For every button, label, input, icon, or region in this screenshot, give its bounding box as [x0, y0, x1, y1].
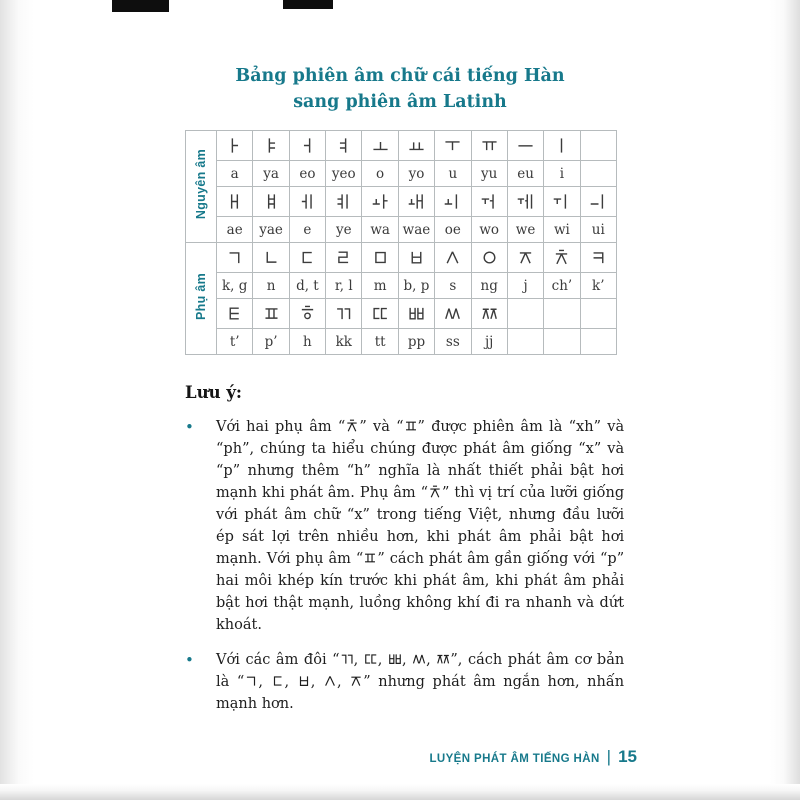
table-row [186, 161, 617, 187]
latin-cell: d, t [289, 273, 325, 299]
hangul-glyph [271, 674, 285, 688]
hangul-glyph [299, 305, 316, 322]
hangul-glyph [263, 193, 280, 210]
page-footer [429, 747, 637, 767]
latin-cell: o [362, 161, 398, 187]
table-row [186, 131, 617, 161]
book-edge-tab-right [283, 0, 333, 9]
latin-cell: e [289, 217, 325, 243]
korean-cell [435, 131, 471, 161]
hangul-glyph [297, 674, 311, 688]
latin-cell: ya [253, 161, 289, 187]
row-group-label: Phụ âm [186, 243, 217, 355]
latin-cell: yu [471, 161, 507, 187]
korean-cell [253, 299, 289, 329]
hangul-glyph [436, 652, 450, 666]
latin-cell: i [544, 161, 580, 187]
hangul-glyph [372, 249, 389, 266]
korean-cell [362, 243, 398, 273]
table-row [186, 217, 617, 243]
latin-cell: eu [507, 161, 543, 187]
korean-cell [217, 243, 253, 273]
korean-cell [326, 131, 362, 161]
korean-cell [507, 187, 543, 217]
hangul-glyph [299, 137, 316, 154]
hangul-glyph [372, 305, 389, 322]
korean-cell [544, 243, 580, 273]
hangul-glyph [404, 419, 418, 433]
hangul-glyph [408, 305, 425, 322]
latin-cell: yeo [326, 161, 362, 187]
latin-cell: pp [398, 329, 434, 355]
korean-cell [253, 243, 289, 273]
bullet-icon: • [185, 651, 194, 669]
latin-cell: jj [471, 329, 507, 355]
korean-cell [435, 299, 471, 329]
hangul-glyph [263, 305, 280, 322]
korean-cell [253, 187, 289, 217]
korean-cell [580, 187, 616, 217]
korean-cell [398, 187, 434, 217]
korean-cell [362, 299, 398, 329]
notes-section [185, 383, 624, 728]
latin-cell: m [362, 273, 398, 299]
hangul-glyph [412, 652, 426, 666]
hangul-glyph [590, 193, 607, 210]
korean-cell [435, 243, 471, 273]
korean-cell [217, 131, 253, 161]
korean-cell [253, 131, 289, 161]
latin-cell: yo [398, 161, 434, 187]
hangul-glyph [335, 249, 352, 266]
hangul-glyph [444, 249, 461, 266]
latin-cell: k, g [217, 273, 253, 299]
hangul-glyph [372, 137, 389, 154]
latin-cell: h [289, 329, 325, 355]
hangul-glyph [481, 137, 498, 154]
photo-edge-left [0, 0, 34, 800]
latin-cell: we [507, 217, 543, 243]
latin-cell: wi [544, 217, 580, 243]
hangul-glyph [226, 305, 243, 322]
note-item [185, 416, 624, 636]
korean-cell [471, 131, 507, 161]
latin-cell [507, 329, 543, 355]
hangul-glyph [263, 137, 280, 154]
hangul-glyph [444, 305, 461, 322]
hangul-glyph [428, 485, 442, 499]
korean-cell [507, 299, 543, 329]
latin-cell: p’ [253, 329, 289, 355]
korean-cell [471, 243, 507, 273]
latin-cell: ss [435, 329, 471, 355]
latin-cell: tt [362, 329, 398, 355]
table-row [186, 273, 617, 299]
latin-cell: wo [471, 217, 507, 243]
page-number: 15 [618, 747, 637, 766]
hangul-glyph [323, 674, 337, 688]
hangul-glyph [517, 193, 534, 210]
korean-cell [398, 299, 434, 329]
latin-cell: j [507, 273, 543, 299]
hangul-glyph [263, 249, 280, 266]
hangul-glyph [553, 137, 570, 154]
hangul-glyph [226, 137, 243, 154]
hangul-glyph [244, 674, 258, 688]
hangul-glyph [444, 137, 461, 154]
korean-cell [471, 299, 507, 329]
hangul-glyph [444, 193, 461, 210]
phonetic-table-body [186, 131, 617, 355]
korean-cell [326, 243, 362, 273]
hangul-glyph [335, 305, 352, 322]
table-row [186, 187, 617, 217]
latin-cell: s [435, 273, 471, 299]
hangul-glyph [335, 193, 352, 210]
korean-cell [471, 187, 507, 217]
hangul-glyph [226, 193, 243, 210]
footer-separator: | [606, 747, 612, 766]
latin-cell: wae [398, 217, 434, 243]
page-title [0, 63, 800, 115]
table-row [186, 299, 617, 329]
korean-cell [544, 131, 580, 161]
latin-cell: ye [326, 217, 362, 243]
hangul-glyph [388, 652, 402, 666]
korean-cell [289, 187, 325, 217]
table-row [186, 243, 617, 273]
hangul-glyph [372, 193, 389, 210]
footer-title: LUYỆN PHÁT ÂM TIẾNG HÀN [429, 753, 600, 765]
hangul-glyph [408, 137, 425, 154]
hangul-glyph [517, 249, 534, 266]
table-row [186, 329, 617, 355]
hangul-glyph [553, 249, 570, 266]
korean-cell [580, 243, 616, 273]
latin-cell: oe [435, 217, 471, 243]
korean-cell [580, 299, 616, 329]
korean-cell [544, 187, 580, 217]
latin-cell: k’ [580, 273, 616, 299]
korean-cell [362, 187, 398, 217]
hangul-glyph [226, 249, 243, 266]
page-title-line1: Bảng phiên âm chữ cái tiếng Hàn [235, 66, 565, 86]
hangul-glyph [299, 193, 316, 210]
hangul-glyph [335, 137, 352, 154]
korean-cell [580, 131, 616, 161]
latin-cell: a [217, 161, 253, 187]
hangul-glyph [481, 249, 498, 266]
latin-cell: ch’ [544, 273, 580, 299]
hangul-glyph [408, 249, 425, 266]
korean-cell [217, 299, 253, 329]
hangul-glyph [590, 249, 607, 266]
hangul-glyph [553, 193, 570, 210]
korean-cell [544, 299, 580, 329]
latin-cell: yae [253, 217, 289, 243]
korean-cell [326, 299, 362, 329]
latin-cell [580, 329, 616, 355]
latin-cell: n [253, 273, 289, 299]
photo-edge-right [770, 0, 800, 800]
hangul-glyph [340, 652, 354, 666]
latin-cell [580, 161, 616, 187]
latin-cell: wa [362, 217, 398, 243]
latin-cell: b, p [398, 273, 434, 299]
hangul-glyph [364, 652, 378, 666]
hangul-glyph [299, 249, 316, 266]
row-group-label: Nguyên âm [186, 131, 217, 243]
korean-cell [507, 243, 543, 273]
note-text-1: Với hai phụ âm “ ” và “ ” được phiên âm là “xh” và “ph”, chúng ta hiểu chúng được phát âm giống “x” và “p” nhưng thêm “h” nghĩa là nhất thiết phải bật hơi mạnh khi phát âm. Phụ âm “ ” thì vị trí của lưỡi giống với phát âm chữ “x” trong tiếng Việt, nhưng đầu lưỡi ép sát lợi trên nhiều hơn, khi phát âm phải bật hơi mạnh. Với phụ âm “ ” cách phát âm gần giống với “p” hai môi khép kín trước khi phát âm, khi phát âm phải bật hơi thật mạnh, luồng không khí đi ra nhanh và dứt khoát. [216, 419, 625, 633]
latin-cell: t’ [217, 329, 253, 355]
note-item [185, 649, 624, 715]
book-edge-tab-left [112, 0, 169, 12]
hangul-glyph [481, 193, 498, 210]
latin-cell: u [435, 161, 471, 187]
latin-cell: ae [217, 217, 253, 243]
korean-cell [398, 243, 434, 273]
korean-cell [435, 187, 471, 217]
korean-cell [289, 131, 325, 161]
hangul-glyph [349, 674, 363, 688]
korean-cell [326, 187, 362, 217]
latin-cell: ui [580, 217, 616, 243]
page-title-line2: sang phiên âm Latinh [293, 92, 507, 112]
notes-heading: Lưu ý: [185, 383, 243, 402]
latin-cell: r, l [326, 273, 362, 299]
bullet-icon: • [185, 418, 194, 436]
latin-cell: eo [289, 161, 325, 187]
latin-cell: kk [326, 329, 362, 355]
korean-cell [289, 243, 325, 273]
korean-cell [217, 187, 253, 217]
phonetic-table [185, 130, 617, 355]
photo-edge-bottom [0, 784, 800, 800]
korean-cell [398, 131, 434, 161]
korean-cell [289, 299, 325, 329]
hangul-glyph [517, 137, 534, 154]
korean-cell [507, 131, 543, 161]
hangul-glyph [408, 193, 425, 210]
latin-cell [544, 329, 580, 355]
korean-cell [362, 131, 398, 161]
latin-cell: ng [471, 273, 507, 299]
hangul-glyph [345, 419, 359, 433]
hangul-glyph [481, 305, 498, 322]
hangul-glyph [363, 551, 377, 565]
note-text-2: Với các âm đôi “ , , , , ”, cách phát âm cơ bản là “ , , , , ” nhưng phát âm ngắn hơn, nhấn mạnh hơn. [216, 652, 625, 712]
